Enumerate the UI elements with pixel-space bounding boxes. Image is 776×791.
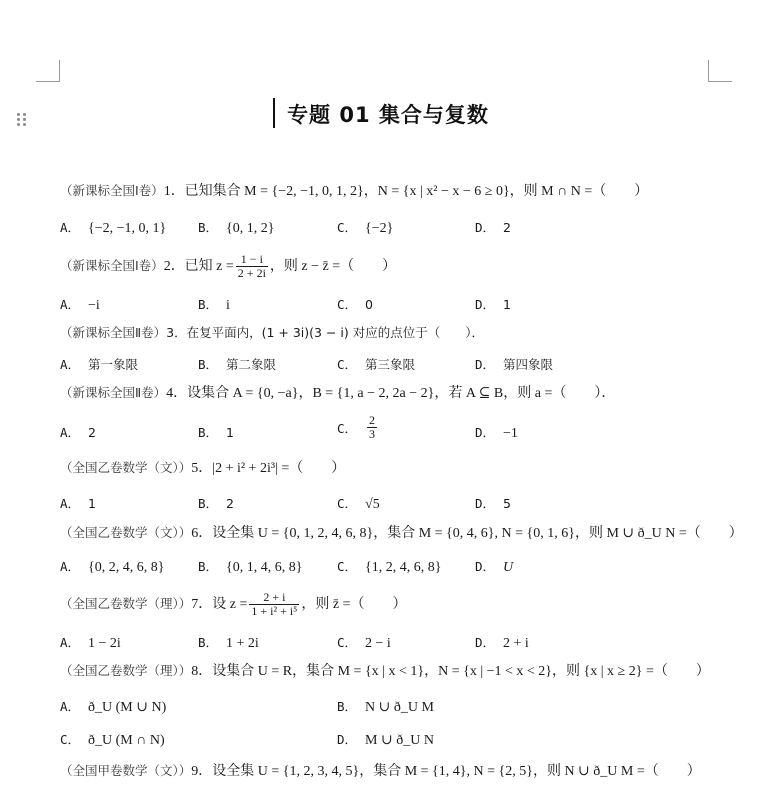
question-stem: 5．|2 + i² + 2i³| =（ ） <box>191 461 346 476</box>
question-stem: 8．设集合 U = R，集合 M = {x | x < 1}，N = {x | −1 < x < 2}，则 {x | x ≥ 2} =（ ） <box>191 664 710 679</box>
question-source: （全国甲卷数学（文）） <box>60 763 192 778</box>
q2-option-a[interactable]: A． −i <box>60 297 100 313</box>
question-source: （新课标全国Ⅱ卷） <box>60 325 167 340</box>
q6-option-d[interactable]: D． U <box>475 559 514 575</box>
q7-option-a[interactable]: A． 1 − 2i <box>60 635 121 651</box>
fraction: $\frac{2}{3}$ <box>369 413 376 441</box>
question-5[interactable] <box>60 459 760 478</box>
q6-option-b[interactable]: B． {0, 1, 4, 6, 8} <box>198 559 303 575</box>
q1-option-d[interactable]: D． 2 <box>475 220 511 235</box>
q7-option-b[interactable]: B． 1 + 2i <box>198 635 259 651</box>
q5-option-b[interactable]: B． 2 <box>198 496 234 511</box>
question-4[interactable] <box>60 384 760 403</box>
q7-option-d[interactable]: D． 2 + i <box>475 635 529 651</box>
question-7[interactable]: （全国乙卷数学（理））7．设 z = $\frac{2 + i}{\text{1 + i² + i⁵}}$ ，则 z̄ =（ ） <box>60 590 407 618</box>
question-stem: 9．设全集 U = {1, 2, 3, 4, 5}，集合 M = {1, 4}, N = {2, 5}，则 N ∪ ð_U M =（ ） <box>191 764 701 779</box>
question-source: （全国乙卷数学（文）） <box>60 525 192 540</box>
q8-option-c[interactable]: C． ð_U (M ∩ N) <box>60 732 165 748</box>
document-title[interactable]: 专题 01 集合与复数 <box>287 103 489 127</box>
q4-option-c[interactable]: C． $\frac{2}{3}$ <box>337 413 376 441</box>
q3-option-b[interactable]: B． 第二象限 <box>198 357 277 372</box>
question-source: （全国乙卷数学（文）） <box>60 460 192 475</box>
fraction: $\frac{2 + i}{\text{1 + i² + i⁵}}$ <box>251 590 298 618</box>
question-9[interactable] <box>60 762 760 781</box>
q8-option-d[interactable]: D． M ∪ ð_U N <box>337 732 434 748</box>
q2-option-d[interactable]: D． 1 <box>475 297 511 312</box>
q1-option-c[interactable]: C． {−2} <box>337 220 394 236</box>
q6-option-a[interactable]: A． {0, 2, 4, 6, 8} <box>60 559 165 575</box>
question-stem: 6．设全集 U = {0, 1, 2, 4, 6, 8}，集合 M = {0, 4, 6}, N = {0, 1, 6}，则 M ∪ ð_U N =（ ） <box>191 526 743 541</box>
question-source: （新课标全国Ⅰ卷） <box>60 183 164 198</box>
q3-option-d[interactable]: D． 第四象限 <box>475 357 554 372</box>
q8-option-a[interactable]: A． ð_U (M ∪ N) <box>60 699 167 715</box>
q5-option-d[interactable]: D． 5 <box>475 496 511 511</box>
question-source: （新课标全国Ⅰ卷） <box>60 258 164 273</box>
question-source: （全国乙卷数学（理）） <box>60 596 192 611</box>
question-8[interactable] <box>60 662 760 681</box>
q4-option-a[interactable]: A． 2 <box>60 425 96 440</box>
q4-option-d[interactable]: D． −1 <box>475 425 518 441</box>
q1-option-a[interactable]: A． {−2, −1, 0, 1} <box>60 220 167 236</box>
q8-option-b[interactable]: B． N ∪ ð_U M <box>337 699 434 715</box>
question-source: （新课标全国Ⅱ卷） <box>60 385 167 400</box>
fraction: $\frac{1 - i}{2 + 2i}$ <box>237 252 266 280</box>
question-2[interactable]: （新课标全国Ⅰ卷）2．已知 z = $\frac{1 - i}{2 + 2i}$ ，则 z − z̄ =（ ） <box>60 252 397 280</box>
page-corner-marker-top-right <box>708 60 732 82</box>
q7-option-c[interactable]: C． 2 − i <box>337 635 391 651</box>
q3-option-c[interactable]: C． 第三象限 <box>337 357 416 372</box>
q2-option-c[interactable]: C． 0 <box>337 297 373 312</box>
question-3[interactable] <box>60 324 760 343</box>
q2-option-b[interactable]: B． i <box>198 297 230 313</box>
question-6[interactable] <box>60 524 760 543</box>
q4-option-b[interactable]: B． 1 <box>198 425 234 440</box>
question-1[interactable] <box>60 182 760 201</box>
question-stem: 3．在复平面内，(1 + 3i)(3 − i) 对应的点位于（ ）． <box>166 325 484 340</box>
question-stem: 4．设集合 A = {0, −a}，B = {1, a − 2, 2a − 2}，若 A ⊆ B，则 a =（ ）． <box>166 386 616 401</box>
question-source: （全国乙卷数学（理）） <box>60 663 192 678</box>
q3-option-a[interactable]: A． 第一象限 <box>60 357 139 372</box>
q6-option-c[interactable]: C． {1, 2, 4, 6, 8} <box>337 559 442 575</box>
q1-option-b[interactable]: B． {0, 1, 2} <box>198 220 275 236</box>
q5-option-a[interactable]: A． 1 <box>60 496 96 511</box>
question-stem: 1．已知集合 M = {−2, −1, 0, 1, 2}，N = {x | x² − x − 6 ≥ 0}，则 M ∩ N =（ ） <box>163 184 649 199</box>
page-corner-marker-top-left <box>36 60 60 82</box>
q5-option-c[interactable]: C． √5 <box>337 496 380 512</box>
